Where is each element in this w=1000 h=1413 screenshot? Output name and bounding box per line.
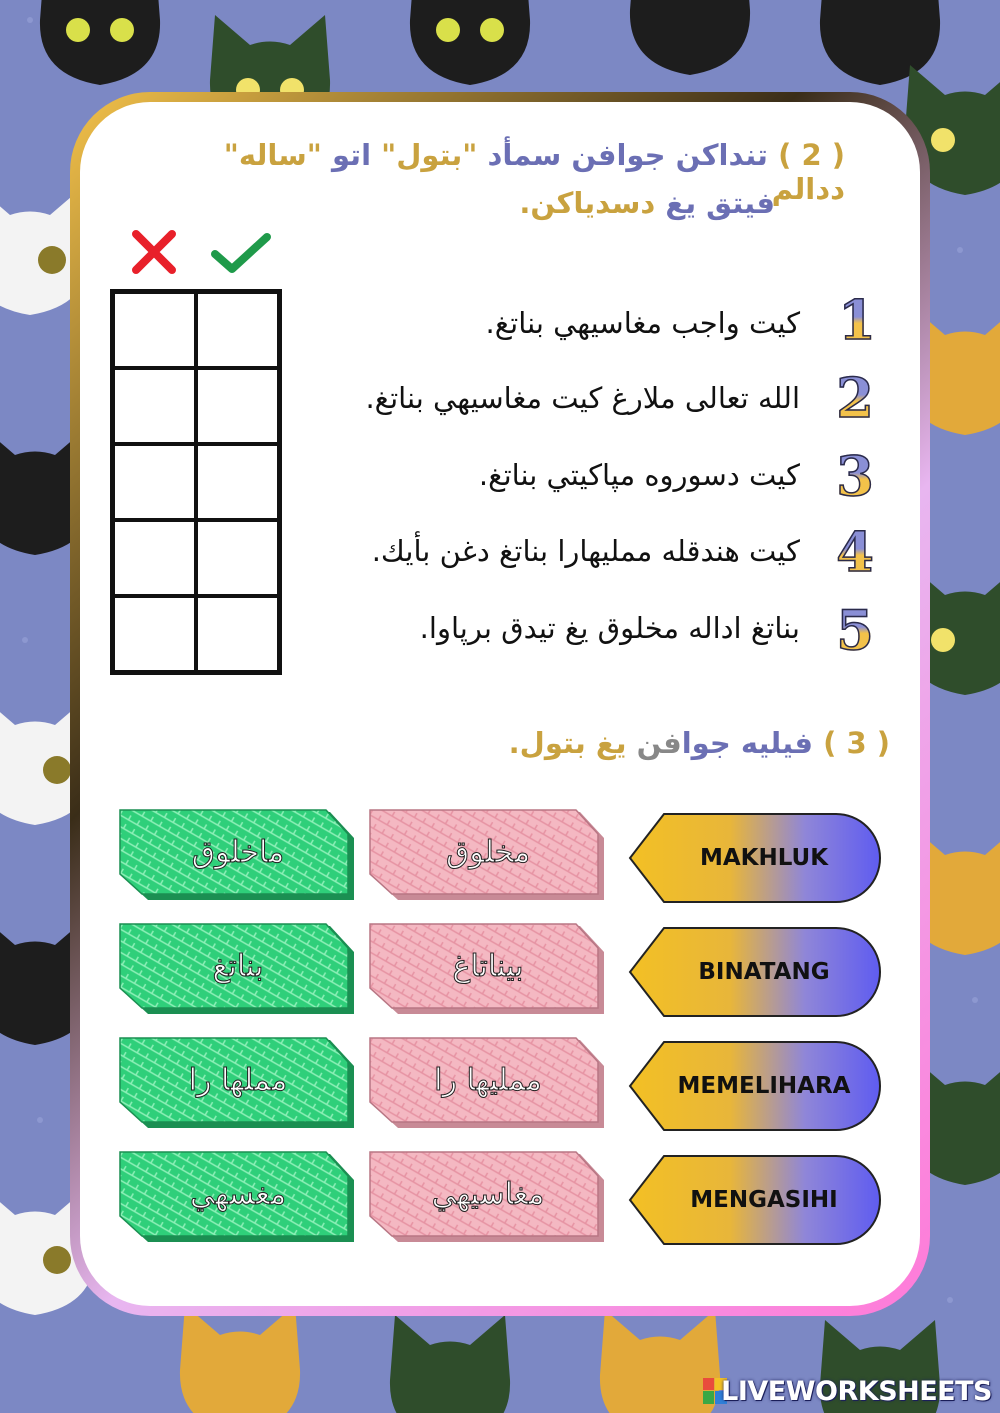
statement-text: كيت واجب مغاسيهي بناتغ. xyxy=(485,306,800,340)
statement-5-right-box[interactable] xyxy=(196,596,279,672)
statement-text: كيت دسوروه مپاكيتي بناتغ. xyxy=(478,458,800,492)
option-box-green[interactable]: بناتغ xyxy=(118,922,358,1018)
cross-icon xyxy=(130,230,178,276)
option-box-pink[interactable]: ممليها را xyxy=(368,1036,608,1132)
statement-number: 5 xyxy=(830,598,880,662)
statement-text: بناتغ اداله مخلوق يغ تيدق برپاوا. xyxy=(419,611,800,645)
question-3-title: ( 3 ) فيليه جوافن يغ بتول. xyxy=(508,726,890,760)
statement-4-right-box[interactable] xyxy=(196,520,279,596)
check-icon xyxy=(210,232,272,276)
word-tag-binatang: BINATANG xyxy=(628,924,884,1020)
option-box-green[interactable]: ماخلوق xyxy=(118,808,358,904)
statement-text: الله تعالى ملارغ كيت مغاسيهي بناتغ. xyxy=(365,381,800,415)
word-tag-mengasihi: MENGASIHI xyxy=(628,1152,884,1248)
question-2-title: ( 2 ) تنداكن جوافن سمأد "بتول" اتو "ساله" ددالم xyxy=(223,138,845,206)
option-box-pink[interactable]: بيناتاغ xyxy=(368,922,608,1018)
word-tag-makhluk: MAKHLUK xyxy=(628,810,884,906)
statement-3-wrong-box[interactable] xyxy=(113,444,196,520)
true-false-grid xyxy=(110,289,282,675)
liveworksheets-brand[interactable]: LIVEWORKSHEETS xyxy=(721,1376,992,1407)
statement-1-right-box[interactable] xyxy=(196,292,279,368)
option-box-pink[interactable]: مخلوق xyxy=(368,808,608,904)
statement-number: 2 xyxy=(830,366,880,430)
statement-number: 4 xyxy=(830,520,880,584)
statement-4-wrong-box[interactable] xyxy=(113,520,196,596)
statement-number: 3 xyxy=(830,444,880,508)
statement-3-right-box[interactable] xyxy=(196,444,279,520)
statement-number: 1 xyxy=(832,288,882,352)
option-box-pink[interactable]: مغاسيهي xyxy=(368,1150,608,1246)
option-box-green[interactable]: مغسهي xyxy=(118,1150,358,1246)
statement-1-wrong-box[interactable] xyxy=(113,292,196,368)
statement-5-wrong-box[interactable] xyxy=(113,596,196,672)
word-tag-memelihara: MEMELIHARA xyxy=(628,1038,884,1134)
question-2-title-line-2: فيتق يغ دسدياكن. xyxy=(519,186,775,220)
statement-2-right-box[interactable] xyxy=(196,368,279,444)
option-box-green[interactable]: مملها را xyxy=(118,1036,358,1132)
statement-2-wrong-box[interactable] xyxy=(113,368,196,444)
statement-text: كيت هندقله ممليهارا بناتغ دغن بأيك. xyxy=(371,534,800,568)
